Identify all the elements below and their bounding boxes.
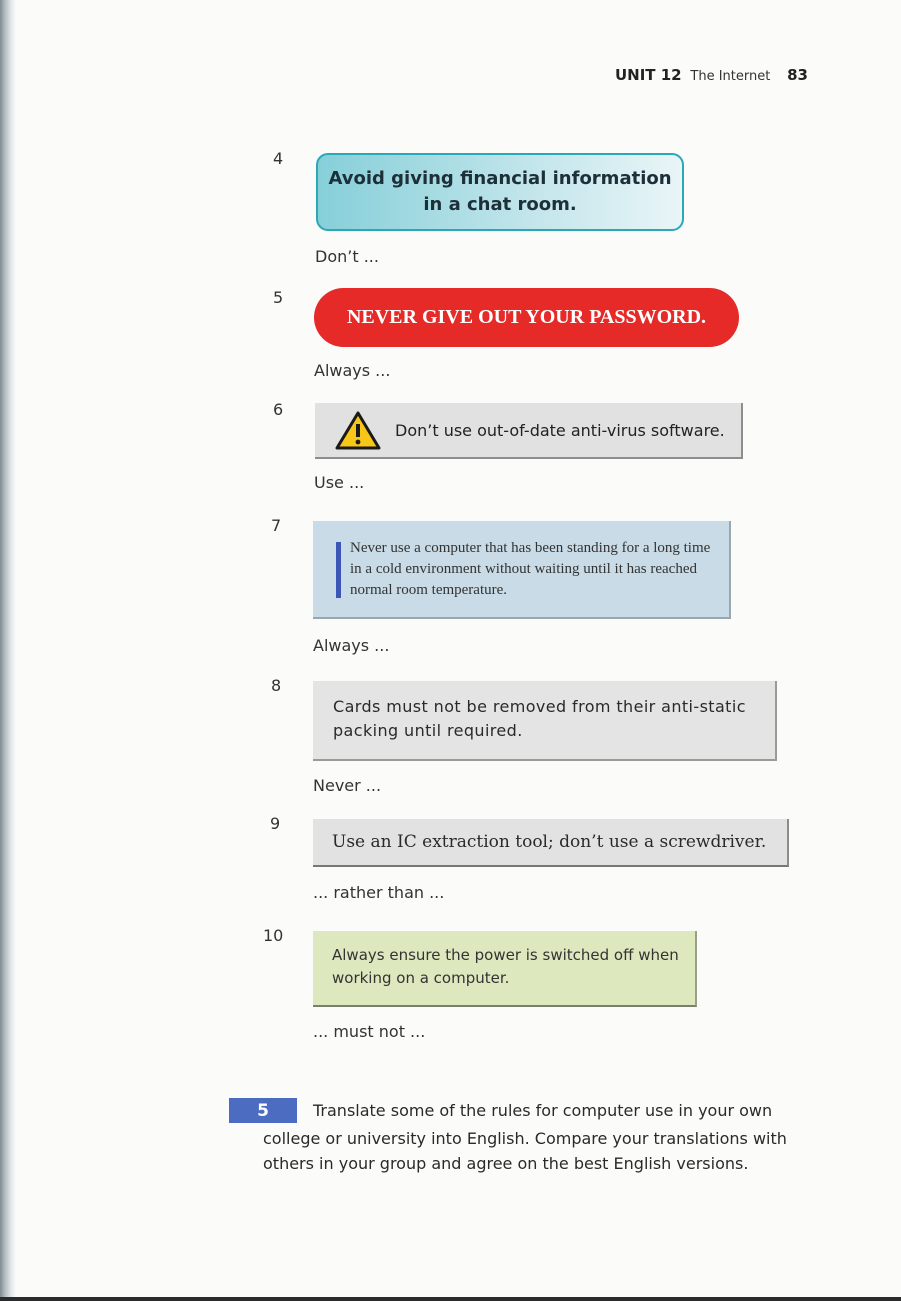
prompt-text: Don’t ... <box>315 247 379 266</box>
prompt-text: Use ... <box>314 473 365 492</box>
sign-text: Cards must not be removed from their anti-static packing until required. <box>333 697 746 740</box>
prompt-text: Always ... <box>314 361 391 380</box>
sign-antivirus <box>315 403 743 459</box>
prompt-text: ... rather than ... <box>313 883 445 902</box>
sign-text: Don’t use out-of-date anti-virus software. <box>395 420 725 440</box>
item-number: 9 <box>270 814 281 833</box>
book-spine-shadow <box>0 0 16 1301</box>
page-bottom-edge <box>0 1297 901 1301</box>
sign-text: Avoid giving financial information in a chat room. <box>328 168 672 215</box>
unit-topic: The Internet <box>690 69 771 84</box>
exercise-instruction-first-line: Translate some of the rules for computer use in your own <box>313 1101 773 1120</box>
sign-room-temperature <box>313 521 731 619</box>
sign-power-off <box>313 931 697 1007</box>
running-header <box>615 66 808 84</box>
item-number: 5 <box>273 288 284 307</box>
item-number: 4 <box>273 149 284 168</box>
prompt-text: Never ... <box>313 776 382 795</box>
sign-ic-extraction <box>313 819 789 867</box>
sign-password <box>314 288 739 347</box>
warning-triangle-icon <box>335 410 381 450</box>
sign-financial-info <box>316 153 684 231</box>
sign-text: NEVER GIVE OUT YOUR PASSWORD. <box>346 306 707 328</box>
item-number: 7 <box>271 516 282 535</box>
accent-bar <box>336 542 341 598</box>
prompt-text: Always ... <box>313 636 390 655</box>
sign-text: Use an IC extraction tool; don’t use a screwdriver. <box>332 832 767 852</box>
sign-anti-static <box>313 681 777 761</box>
item-number: 8 <box>271 676 282 695</box>
unit-label: UNIT 12 <box>614 66 682 84</box>
sign-text: Always ensure the power is switched off when working on a computer. <box>332 946 679 987</box>
item-number: 6 <box>273 400 284 419</box>
prompt-text: ... must not ... <box>313 1022 426 1041</box>
exercise-instruction-rest: college or university into English. Compare your translations with others in your group and agree on the best English versions. <box>263 1129 787 1173</box>
item-number: 10 <box>263 926 284 945</box>
exercise-number-badge: 5 <box>229 1098 297 1123</box>
sign-text: Never use a computer that has been standing for a long time in a cold environment without waiting until it has reached normal room temperature. <box>350 540 711 598</box>
page-number: 83 <box>787 66 808 84</box>
